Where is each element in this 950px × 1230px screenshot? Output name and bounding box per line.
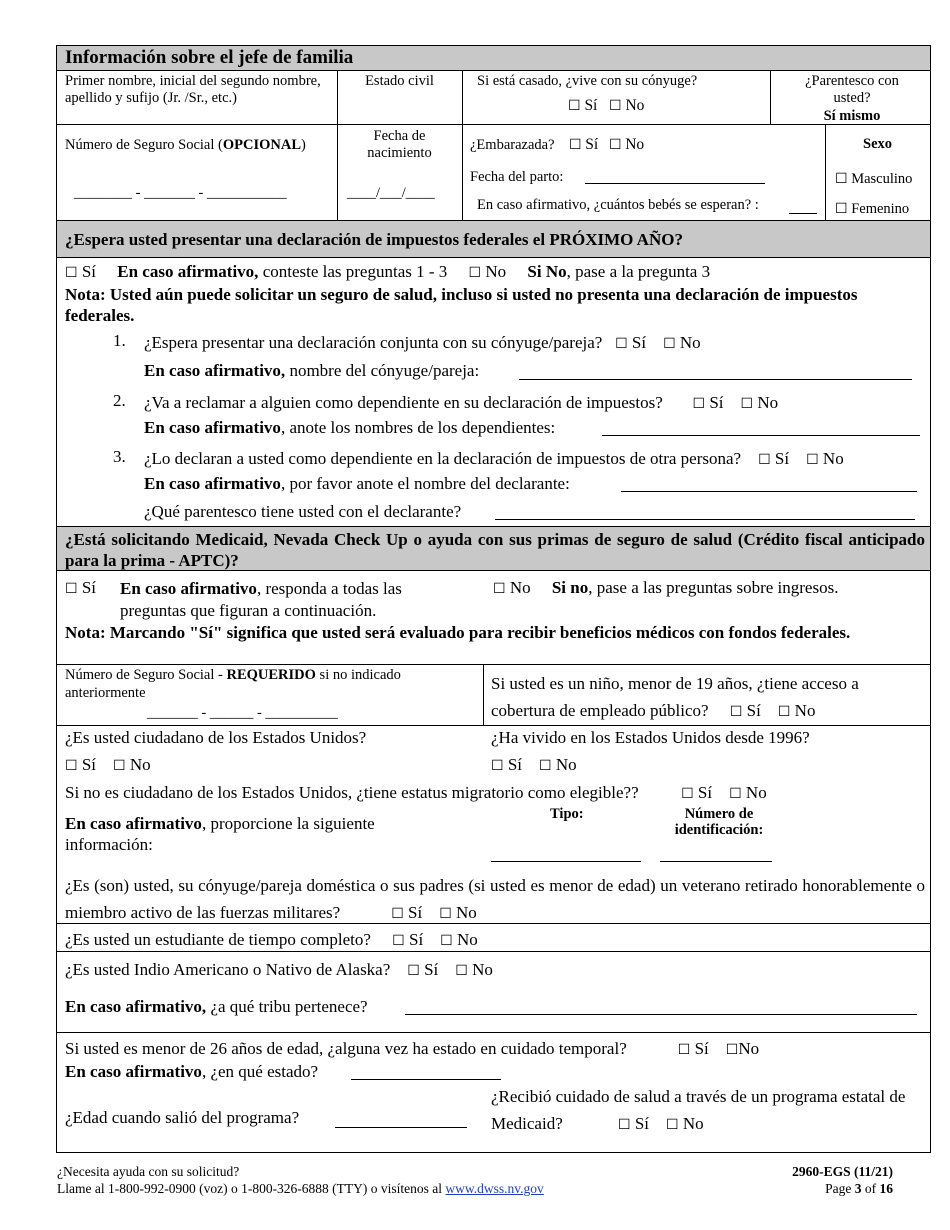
- student-question: ¿Es usted un estudiante de tiempo completo? ☐ Sí ☐ No: [65, 930, 478, 949]
- child-coverage-question: Si usted es un niño, menor de 19 años, ¿tiene acceso a cobertura de empleado público? ☐ Sí ☐ No: [491, 674, 859, 720]
- q1-followup: En caso afirmativo, nombre del cónyuge/pareja:: [144, 361, 480, 380]
- checkbox[interactable]: ☐: [65, 265, 78, 281]
- checkbox[interactable]: ☐: [806, 452, 819, 468]
- lived-question: ¿Ha vivido en los Estados Unidos desde 1996?: [491, 728, 810, 747]
- checkbox[interactable]: ☐: [692, 396, 706, 412]
- section-header-medicaid: [57, 526, 930, 571]
- spouse-name-field[interactable]: [519, 364, 912, 380]
- divider: [57, 923, 930, 924]
- state-field[interactable]: [351, 1064, 501, 1080]
- page-number: Page 3 of 16: [825, 1181, 893, 1196]
- spouse-options: ☐ Sí ☐ No: [568, 97, 645, 114]
- checkbox[interactable]: ☐: [440, 933, 453, 949]
- ssn-optional-label: Número de Seguro Social (OPCIONAL): [65, 137, 306, 153]
- tax-note: Nota: Usted aún puede solicitar un seguro de salud, incluso si usted no presenta una declaración de impuestos federales.: [65, 285, 858, 325]
- ssn-required-blank[interactable]: _______ - ______ - __________: [147, 705, 338, 721]
- checkbox[interactable]: ☐: [681, 786, 694, 802]
- divider: [57, 725, 930, 726]
- checkbox[interactable]: ☐: [663, 336, 676, 352]
- checkbox[interactable]: ☐: [392, 933, 405, 949]
- divider: [462, 71, 463, 124]
- checkbox[interactable]: ☐: [618, 1117, 631, 1133]
- checkbox[interactable]: ☐: [758, 452, 771, 468]
- sex-label: Sexo: [863, 136, 892, 152]
- citizen-options: ☐ Sí ☐ No: [65, 755, 151, 774]
- lived-options: ☐ Sí ☐ No: [491, 755, 577, 774]
- veteran-question: ¿Es (son) usted, su cónyuge/pareja doméstica o sus padres (si usted es menor de edad) un veterano retirado honorablemente o miembro activo de las fuerzas militares? ☐ Sí ☐ No: [65, 876, 925, 922]
- due-date: Fecha del parto:: [470, 169, 564, 185]
- checkbox[interactable]: ☐: [729, 704, 743, 720]
- footer-call: Llame al 1-800-992-0900 (voz) o 1-800-326-6888 (TTY) o visítenos al www.dwss.nv.gov: [57, 1181, 544, 1196]
- q2-followup: En caso afirmativo, anote los nombres de los dependientes:: [144, 418, 556, 437]
- tribe-field[interactable]: [405, 999, 917, 1015]
- relationship-label: ¿Parentesco con usted?: [805, 73, 899, 106]
- ssn-required-label: Número de Seguro Social - REQUERIDO si no indicado anteriormente: [65, 667, 401, 701]
- ssn-blank[interactable]: ________ - _______ - ___________: [74, 185, 287, 201]
- medicaid-program-question: ¿Recibió cuidado de salud a través de un programa estatal de Medicaid? ☐ Sí ☐ No: [491, 1087, 906, 1133]
- section-header-head-of-household: [57, 46, 930, 71]
- divider: [57, 664, 930, 665]
- state-question: En caso afirmativo, ¿en qué estado?: [65, 1062, 319, 1081]
- q1-number: 1.: [113, 331, 126, 350]
- divider: [337, 124, 338, 220]
- checkbox[interactable]: ☐: [729, 786, 742, 802]
- divider: [57, 951, 930, 952]
- divider: [770, 71, 771, 124]
- sex-male: ☐ Masculino: [835, 171, 913, 187]
- checkbox[interactable]: ☐: [568, 98, 581, 114]
- age-field[interactable]: [335, 1112, 467, 1128]
- divider: [483, 664, 484, 725]
- medicaid-note: Nota: Marcando "Sí" significa que usted será evaluado para recibir beneficios médicos con fondos federales.: [65, 623, 851, 642]
- checkbox[interactable]: ☐: [777, 704, 791, 720]
- footer-help: ¿Necesita ayuda con su solicitud?: [57, 1164, 240, 1179]
- checkbox[interactable]: ☐: [677, 1042, 691, 1058]
- checkbox[interactable]: ☐: [113, 758, 126, 774]
- medicaid-no: ☐ No Si no, pase a las preguntas sobre ingresos.: [493, 578, 839, 597]
- checkbox[interactable]: ☐: [468, 265, 482, 281]
- babies-field[interactable]: [789, 198, 817, 214]
- form-number: 2960-EGS (11/21): [792, 1164, 893, 1179]
- checkbox[interactable]: ☐: [493, 581, 506, 597]
- checkbox[interactable]: ☐: [666, 1117, 679, 1133]
- immigration-question: Si no es ciudadano de los Estados Unidos, ¿tiene estatus migratorio como elegible?? ☐ Sí ☐ No: [65, 783, 767, 802]
- q1-question: ¿Espera presentar una declaración conjunta con su cónyuge/pareja? ☐ Sí ☐ No: [144, 333, 701, 352]
- relationship-value: Sí mismo: [823, 108, 881, 124]
- q3-relationship: ¿Qué parentesco tiene usted con el declarante?: [144, 502, 462, 521]
- indian-question: ¿Es usted Indio Americano o Nativo de Alaska? ☐ Sí ☐ No: [65, 960, 493, 979]
- checkbox[interactable]: ☐: [740, 396, 754, 412]
- checkbox[interactable]: ☐: [609, 137, 622, 153]
- due-date-field[interactable]: [585, 168, 765, 184]
- checkbox[interactable]: ☐: [491, 758, 504, 774]
- q2-question: ¿Va a reclamar a alguien como dependiente en su declaración de impuestos? ☐ Sí ☐ No: [144, 393, 779, 412]
- section-header-tax: [57, 220, 930, 258]
- age-question: ¿Edad cuando salió del programa?: [65, 1108, 300, 1127]
- section-title: ¿Espera usted presentar una declaración de impuestos federales el PRÓXIMO AÑO?: [65, 230, 683, 249]
- divider: [462, 124, 463, 220]
- relationship-field[interactable]: [495, 504, 915, 520]
- checkbox[interactable]: ☐: [609, 98, 622, 114]
- spouse-question: Si está casado, ¿vive con su cónyuge?: [477, 73, 698, 89]
- tribe-question: En caso afirmativo, ¿a qué tribu pertenece?: [65, 997, 368, 1016]
- divider: [57, 124, 930, 125]
- checkbox[interactable]: ☐: [407, 963, 420, 979]
- dependents-field[interactable]: [602, 420, 920, 436]
- provide-info: En caso afirmativo, proporcione la siguiente información:: [65, 814, 375, 854]
- checkbox[interactable]: ☐: [439, 906, 452, 922]
- id-number-label: Número de identificación:: [674, 806, 764, 838]
- babies-question: En caso afirmativo, ¿cuántos bebés se esperan? :: [477, 197, 759, 213]
- sex-female: ☐ Femenino: [835, 201, 910, 217]
- name-label: Primer nombre, inicial del segundo nombre, apellido y sufijo (Jr. /Sr., etc.): [65, 73, 321, 106]
- dob-label: Fecha de nacimiento: [367, 128, 432, 161]
- checkbox[interactable]: ☐: [835, 171, 848, 187]
- divider: [57, 1032, 930, 1033]
- q3-number: 3.: [113, 447, 126, 466]
- checkbox[interactable]: ☐: [615, 336, 628, 352]
- tax-yes-no-row: ☐ Sí En caso afirmativo, conteste las preguntas 1 - 3 ☐ No Si No, pase a la pregunta 3: [65, 262, 711, 281]
- footer-link[interactable]: www.dwss.nv.gov: [445, 1181, 544, 1196]
- medicaid-yes-instruction: En caso afirmativo, responda a todas las preguntas que figuran a continuación.: [120, 579, 402, 620]
- medicaid-yes: ☐ Sí: [65, 578, 96, 597]
- foster-question: Si usted es menor de 26 años de edad, ¿alguna vez ha estado en cuidado temporal? ☐ Sí ☐No: [65, 1039, 760, 1058]
- declarant-field[interactable]: [621, 476, 917, 492]
- pregnant-question: ¿Embarazada? ☐ Sí ☐ No: [470, 136, 645, 153]
- q2-number: 2.: [113, 391, 126, 410]
- q3-followup: En caso afirmativo, por favor anote el nombre del declarante:: [144, 474, 570, 493]
- q3-question: ¿Lo declaran a usted como dependiente en la declaración de impuestos de otra persona? ☐ Sí ☐ No: [144, 449, 844, 468]
- checkbox[interactable]: ☐: [65, 581, 78, 597]
- checkbox[interactable]: ☐: [539, 758, 552, 774]
- section-title: ¿Está solicitando Medicaid, Nevada Check Up o ayuda con sus primas de seguro de salud (Crédito fiscal anticipado para la prima - APTC)?: [65, 530, 925, 570]
- type-label: Tipo:: [550, 806, 584, 822]
- citizen-question: ¿Es usted ciudadano de los Estados Unidos?: [65, 728, 367, 747]
- form-frame: [56, 45, 931, 1153]
- checkbox[interactable]: ☐: [65, 758, 78, 774]
- checkbox[interactable]: ☐: [455, 963, 468, 979]
- id-number-field[interactable]: [660, 846, 772, 862]
- checkbox[interactable]: ☐: [835, 201, 848, 217]
- checkbox[interactable]: ☐: [569, 137, 582, 153]
- dob-blank[interactable]: ____/___/____: [347, 185, 435, 201]
- checkbox[interactable]: ☐: [725, 1042, 739, 1058]
- type-field[interactable]: [491, 846, 641, 862]
- marital-status-label: Estado civil: [365, 73, 434, 89]
- section-title: Información sobre el jefe de familia: [65, 47, 354, 68]
- checkbox[interactable]: ☐: [391, 906, 404, 922]
